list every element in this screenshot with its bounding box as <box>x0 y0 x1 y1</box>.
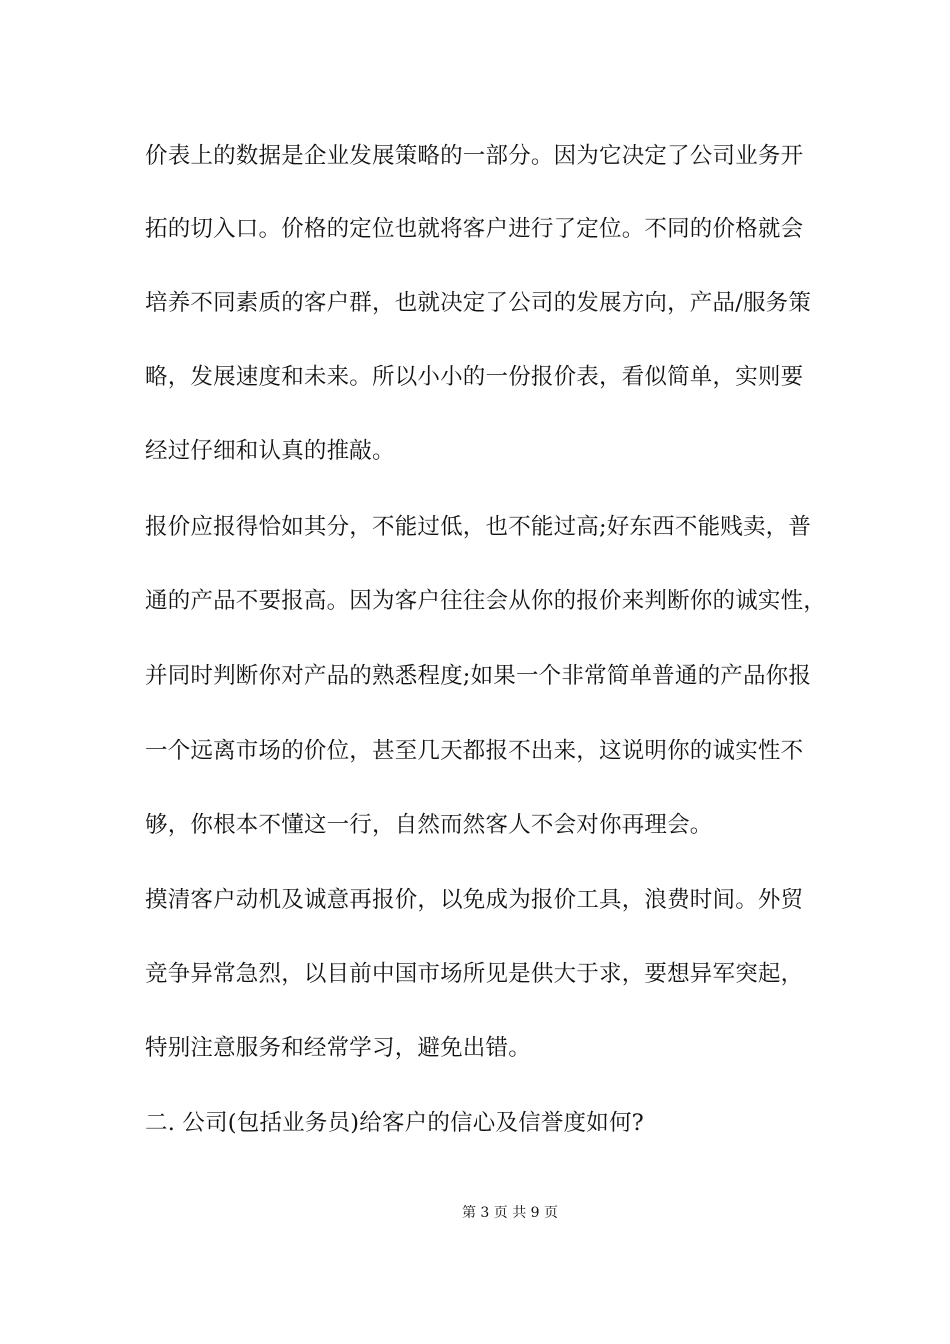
text-line: 特别注意服务和经常学习，避免出错。 <box>145 1035 531 1061</box>
text-line: 摸清客户动机及诚意再报价，以免成为报价工具，浪费时间。外贸 <box>145 887 804 913</box>
text-line: 二. 公司(包括业务员)给客户的信心及信誉度如何? <box>145 1110 644 1136</box>
text-line: 报价应报得恰如其分，不能过低，也不能过高;好东西不能贱卖，普 <box>145 514 812 540</box>
text-line: 竞争异常急烈，以目前中国市场所见是供大于求，要想异军突起， <box>145 961 804 987</box>
text-line: 经过仔细和认真的推敲。 <box>145 438 395 464</box>
text-line: 拓的切入口。价格的定位也就将客户进行了定位。不同的价格就会 <box>145 216 804 242</box>
text-line: 略，发展速度和未来。所以小小的一份报价表，看似简单，实则要 <box>145 364 804 390</box>
text-line: 够，你根本不懂这一行，自然而然客人不会对你再理会。 <box>145 812 713 838</box>
text-line: 价表上的数据是企业发展策略的一部分。因为它决定了公司业务开 <box>145 143 804 169</box>
page-number-footer: 第 3 页 共 9 页 <box>461 1205 559 1221</box>
text-line: 一个远离市场的价位，甚至几天都报不出来，这说明你的诚实性不 <box>145 738 804 764</box>
text-line: 培养不同素质的客户群，也就决定了公司的发展方向，产品/服务策 <box>145 290 812 316</box>
text-line: 并同时判断你对产品的熟悉程度;如果一个非常简单普通的产品你报 <box>145 663 812 689</box>
text-line: 通的产品不要报高。因为客户往往会从你的报价来判断你的诚实性， <box>145 588 827 614</box>
